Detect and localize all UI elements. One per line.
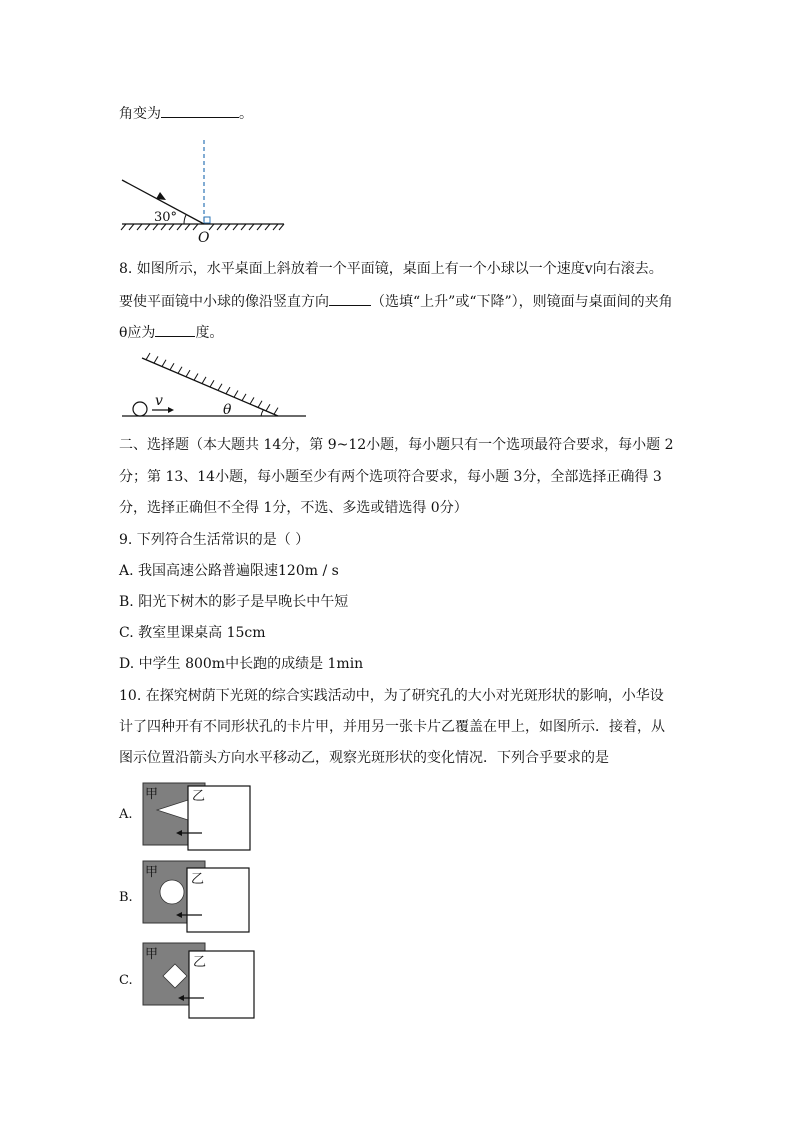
- q10-option-a-label[interactable]: A.: [119, 807, 133, 822]
- q9-option-d[interactable]: D. 中学生 800m中长跑的成绩是 1min: [119, 656, 364, 672]
- right-angle-mark: [204, 217, 210, 223]
- q10-option-c-label[interactable]: C.: [119, 973, 133, 988]
- q8-figure: [118, 350, 310, 422]
- mirror-hatching: [146, 353, 278, 414]
- q7-figure: [118, 138, 288, 246]
- q9-option-a[interactable]: A. 我国高速公路普遍限速120m / s: [119, 563, 339, 579]
- q8-line2-a: 要使平面镜中小球的像沿竖直方向: [119, 294, 329, 310]
- card-jia-label: 甲: [145, 947, 159, 962]
- circle-hole-icon: [160, 880, 184, 904]
- ray-arrow-icon: [156, 192, 166, 200]
- q9-stem: 9. 下列符合生活常识的是（ ）: [119, 532, 310, 548]
- q8-blank-direction[interactable]: [329, 291, 371, 306]
- section2-line1: 二、选择题（本大题共 14分，第 9~12小题，每小题只有一个选项最符合要求，每小题 2: [119, 437, 674, 453]
- velocity-arrowhead-icon: [168, 407, 174, 413]
- angle-arc: [184, 215, 186, 224]
- card-jia-label: 甲: [145, 865, 159, 880]
- q9-option-c[interactable]: C. 教室里课桌高 15cm: [119, 625, 266, 641]
- section2-line2: 分；第 13、14小题，每小题至少有两个选项符合要求，每小题 3分，全部选择正确得 3: [119, 469, 662, 485]
- q10-option-a-figure[interactable]: [140, 780, 254, 854]
- point-o-label: O: [198, 230, 210, 246]
- ball-icon: [133, 402, 147, 416]
- q8-line3: [119, 322, 223, 343]
- q8-line1: 8. 如图所示，水平桌面上斜放着一个平面镜，桌面上有一个小球以一个速度v向右滚去。: [119, 261, 663, 277]
- q7-answer-blank[interactable]: [161, 103, 239, 118]
- q8-blank-angle[interactable]: [155, 322, 195, 337]
- q8-line3-a: θ应为: [119, 325, 156, 341]
- q7-suffix: 。: [239, 106, 253, 122]
- q8-line3-b: 度。: [195, 325, 224, 341]
- card-yi-label: 乙: [191, 872, 205, 887]
- q7-line: [119, 103, 253, 124]
- q8-line2: [119, 291, 673, 312]
- q9-option-b[interactable]: B. 阳光下树木的影子是早晚长中午短: [119, 594, 349, 610]
- q10-option-b-label[interactable]: B.: [119, 890, 133, 905]
- q10-option-c-figure[interactable]: [140, 940, 258, 1020]
- card-yi-label: 乙: [193, 955, 207, 970]
- q10-line1: 10. 在探究树荫下光斑的综合实践活动中，为了研究孔的大小对光斑形状的影响，小华设: [119, 688, 664, 704]
- theta-label: θ: [223, 402, 232, 418]
- angle-30-label: 30°: [154, 210, 178, 225]
- q10-line2: 计了四种开有不同形状孔的卡片甲，并用另一张卡片乙覆盖在甲上，如图所示．接着，从: [119, 719, 665, 735]
- q8-line2-b: （选填“上升”或“下降”），则镜面与桌面间的夹角: [371, 294, 673, 310]
- q7-prefix: 角变为: [119, 106, 161, 122]
- card-jia-label: 甲: [145, 787, 159, 802]
- velocity-label: v: [155, 393, 163, 409]
- theta-arc: [261, 410, 264, 417]
- q10-line3: 图示位置沿箭头方向水平移动乙，观察光斑形状的变化情况．下列合乎要求的是: [119, 750, 609, 766]
- section2-line3: 分，选择正确但不全得 1分，不选、多选或错选得 0分）: [119, 500, 468, 516]
- q10-option-b-figure[interactable]: [140, 858, 254, 934]
- card-yi-label: 乙: [192, 789, 206, 804]
